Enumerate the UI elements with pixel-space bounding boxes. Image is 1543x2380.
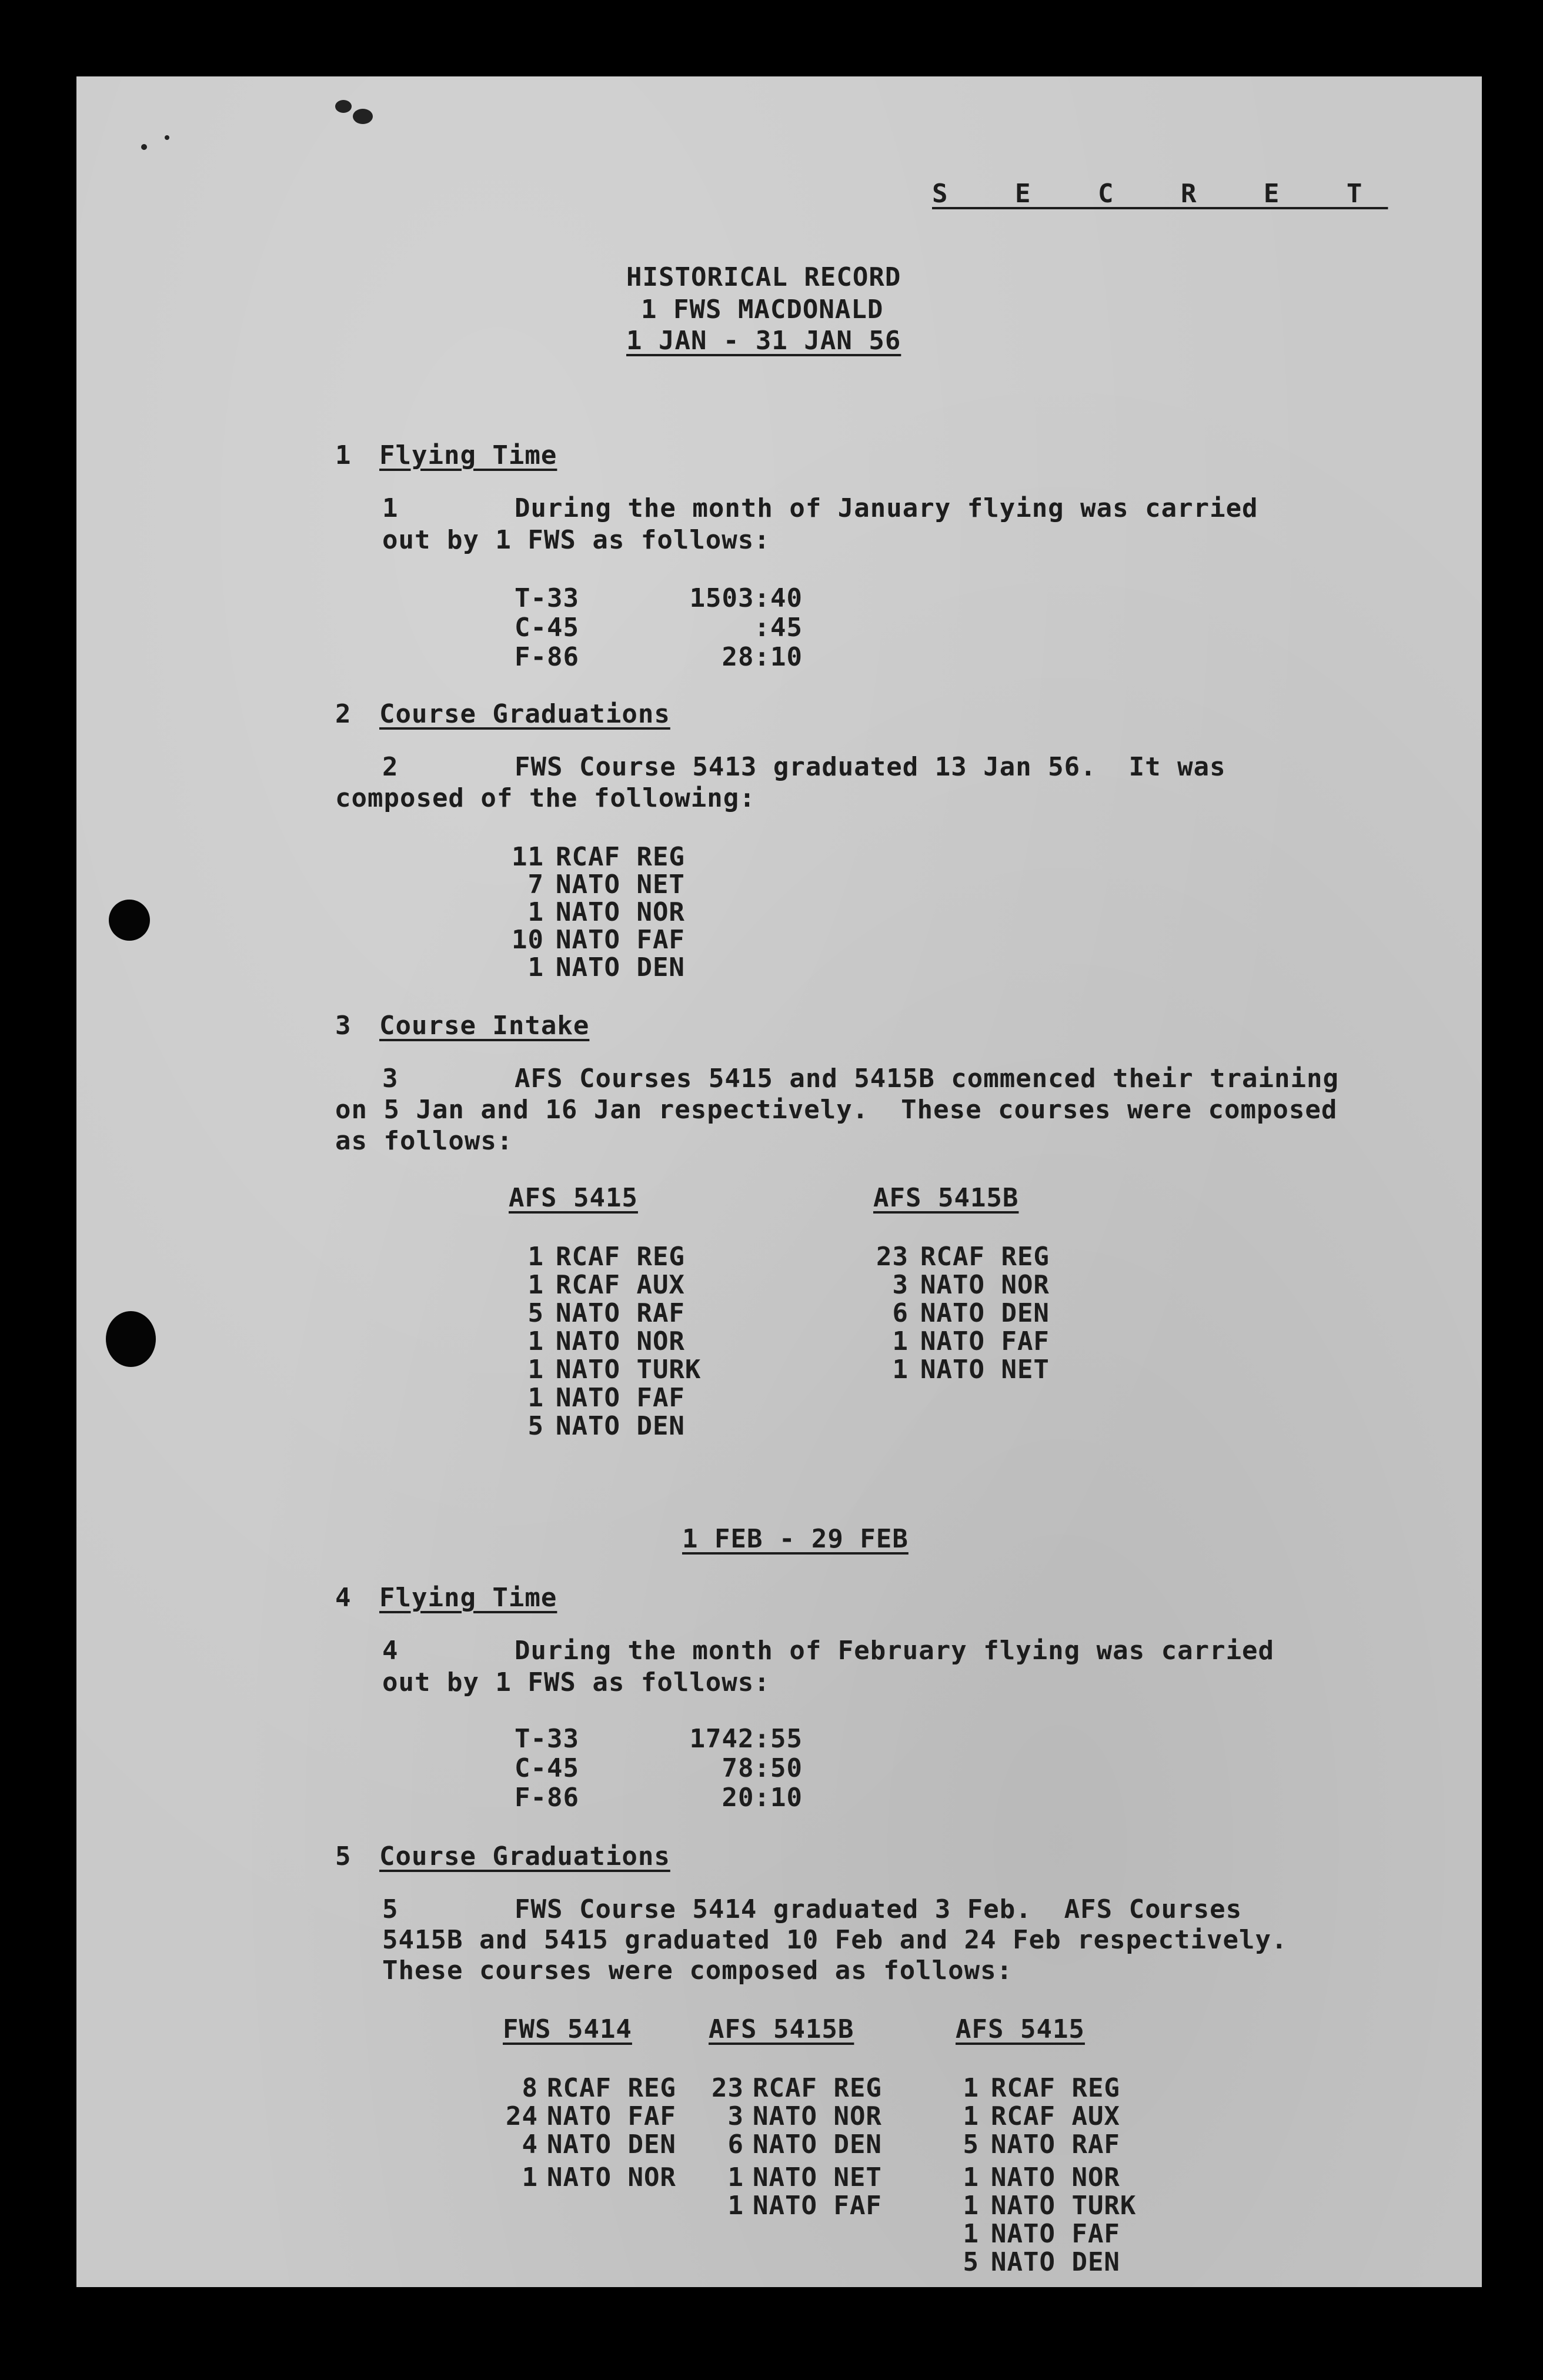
- para-3-number: 3: [382, 1064, 399, 1094]
- nationality: NATO RAF: [556, 1298, 685, 1328]
- section-1-title: Flying Time: [379, 440, 557, 470]
- count: 4: [522, 2130, 538, 2160]
- count: 1: [963, 2191, 979, 2221]
- nationality: NATO NET: [556, 870, 685, 900]
- column-heading: AFS 5415B: [709, 2014, 854, 2044]
- count: 11: [512, 842, 544, 872]
- para-3-line-3: as follows:: [335, 1126, 513, 1156]
- para-3-line-1: AFS Courses 5415 and 5415B commenced their training: [515, 1064, 1340, 1094]
- count: 1: [727, 2191, 744, 2221]
- aircraft-type: F-86: [515, 642, 579, 672]
- nationality: NATO NOR: [547, 2162, 676, 2192]
- count: 1: [963, 2162, 979, 2192]
- count: 1: [527, 1383, 544, 1413]
- para-2-line-1: FWS Course 5413 graduated 13 Jan 56. It was: [515, 752, 1226, 782]
- count: 10: [512, 925, 544, 955]
- count: 1: [527, 1242, 544, 1272]
- nationality: NATO FAF: [547, 2101, 676, 2131]
- section-5-number: 5: [335, 1841, 352, 1871]
- nationality: NATO DEN: [547, 2130, 676, 2160]
- para-5-line-3: These courses were composed as follows:: [382, 1956, 1013, 1985]
- ink-speck: [165, 135, 169, 140]
- para-4-line-1: During the month of February flying was carried: [515, 1636, 1275, 1666]
- count: 1: [527, 1355, 544, 1385]
- count: 24: [506, 2101, 538, 2131]
- ink-speck: [141, 144, 147, 150]
- count: 5: [963, 2130, 979, 2160]
- nationality: NATO NET: [753, 2162, 882, 2192]
- punch-hole: [109, 900, 150, 941]
- para-5-number: 5: [382, 1894, 399, 1924]
- count: 1: [527, 897, 544, 927]
- count: 1: [892, 1355, 909, 1385]
- nationality: NATO FAF: [753, 2191, 882, 2221]
- count: 1: [527, 952, 544, 982]
- count: 1: [527, 1326, 544, 1356]
- para-4-line-2: out by 1 FWS as follows:: [382, 1667, 770, 1697]
- aircraft-type: T-33: [515, 1724, 579, 1754]
- para-5-line-1: FWS Course 5414 graduated 3 Feb. AFS Courses: [515, 1894, 1243, 1924]
- count: 5: [963, 2247, 979, 2277]
- count: 23: [876, 1242, 909, 1272]
- para-2-line-2: composed of the following:: [335, 783, 756, 813]
- count: 1: [963, 2101, 979, 2131]
- section-4-title: Flying Time: [379, 1583, 557, 1613]
- section-4-number: 4: [335, 1583, 352, 1613]
- count: 1: [522, 2162, 538, 2192]
- count: 5: [527, 1411, 544, 1441]
- count: 1: [727, 2162, 744, 2192]
- ink-speck: [353, 109, 373, 124]
- count: 8: [522, 2073, 538, 2103]
- count: 7: [527, 870, 544, 900]
- para-1-number: 1: [382, 493, 399, 523]
- ink-speck: [335, 100, 352, 113]
- count: 1: [963, 2219, 979, 2249]
- count: 6: [727, 2130, 744, 2160]
- section-3-title: Course Intake: [379, 1011, 590, 1041]
- count: 3: [892, 1270, 909, 1300]
- column-heading: AFS 5415: [956, 2014, 1085, 2044]
- nationality: NATO NET: [920, 1355, 1050, 1385]
- header-line-3: 1 JAN - 31 JAN 56: [626, 326, 901, 356]
- column-heading: FWS 5414: [503, 2014, 632, 2044]
- count: 1: [963, 2073, 979, 2103]
- section-3-number: 3: [335, 1011, 352, 1041]
- nationality: NATO NOR: [556, 1326, 685, 1356]
- nationality: RCAF REG: [991, 2073, 1120, 2103]
- para-4-number: 4: [382, 1636, 399, 1666]
- count: 5: [527, 1298, 544, 1328]
- punch-hole: [106, 1311, 156, 1367]
- para-3-line-2: on 5 Jan and 16 Jan respectively. These courses were composed: [335, 1095, 1338, 1125]
- section-5-title: Course Graduations: [379, 1841, 670, 1871]
- nationality: NATO FAF: [556, 925, 685, 955]
- nationality: NATO DEN: [753, 2130, 882, 2160]
- nationality: RCAF REG: [556, 1242, 685, 1272]
- count: 3: [727, 2101, 744, 2131]
- nationality: RCAF REG: [547, 2073, 676, 2103]
- aircraft-type: C-45: [515, 1753, 579, 1783]
- nationality: NATO TURK: [991, 2191, 1137, 2221]
- flying-hours: 28:10: [722, 642, 803, 672]
- count: 6: [892, 1298, 909, 1328]
- para-2-number: 2: [382, 752, 399, 782]
- nationality: NATO FAF: [920, 1326, 1050, 1356]
- column-heading: AFS 5415: [509, 1183, 638, 1213]
- section-1-number: 1: [335, 440, 352, 470]
- flying-hours: 78:50: [722, 1753, 803, 1783]
- nationality: NATO DEN: [991, 2247, 1120, 2277]
- classification-marking: S E C R E T: [932, 179, 1388, 209]
- nationality: NATO NOR: [556, 897, 685, 927]
- header-line-1: HISTORICAL RECORD: [626, 262, 901, 292]
- nationality: NATO FAF: [991, 2219, 1120, 2249]
- header-line-2: 1 FWS MACDONALD: [641, 295, 884, 325]
- nationality: RCAF REG: [920, 1242, 1050, 1272]
- nationality: RCAF REG: [556, 842, 685, 872]
- nationality: RCAF AUX: [991, 2101, 1120, 2131]
- nationality: RCAF AUX: [556, 1270, 685, 1300]
- para-1-line-2: out by 1 FWS as follows:: [382, 525, 770, 555]
- nationality: NATO RAF: [991, 2130, 1120, 2160]
- nationality: RCAF REG: [753, 2073, 882, 2103]
- nationality: NATO TURK: [556, 1355, 702, 1385]
- nationality: NATO NOR: [991, 2162, 1120, 2192]
- flying-hours: :45: [754, 613, 803, 643]
- count: 1: [892, 1326, 909, 1356]
- document-page: [76, 76, 1482, 2287]
- count: 23: [712, 2073, 744, 2103]
- para-5-line-2: 5415B and 5415 graduated 10 Feb and 24 Feb respectively.: [382, 1925, 1288, 1955]
- aircraft-type: C-45: [515, 613, 579, 643]
- nationality: NATO FAF: [556, 1383, 685, 1413]
- aircraft-type: F-86: [515, 1783, 579, 1813]
- count: 1: [527, 1270, 544, 1300]
- nationality: NATO NOR: [920, 1270, 1050, 1300]
- section-2-number: 2: [335, 699, 352, 729]
- flying-hours: 20:10: [722, 1783, 803, 1813]
- para-1-line-1: During the month of January flying was carried: [515, 493, 1258, 523]
- nationality: NATO DEN: [556, 1411, 685, 1441]
- nationality: NATO DEN: [556, 952, 685, 982]
- section-2-title: Course Graduations: [379, 699, 670, 729]
- column-heading: AFS 5415B: [873, 1183, 1019, 1213]
- flying-hours: 1742:55: [689, 1724, 803, 1754]
- flying-hours: 1503:40: [689, 583, 803, 613]
- nationality: NATO DEN: [920, 1298, 1050, 1328]
- nationality: NATO NOR: [753, 2101, 882, 2131]
- aircraft-type: T-33: [515, 583, 579, 613]
- period-heading-feb: 1 FEB - 29 FEB: [682, 1524, 909, 1554]
